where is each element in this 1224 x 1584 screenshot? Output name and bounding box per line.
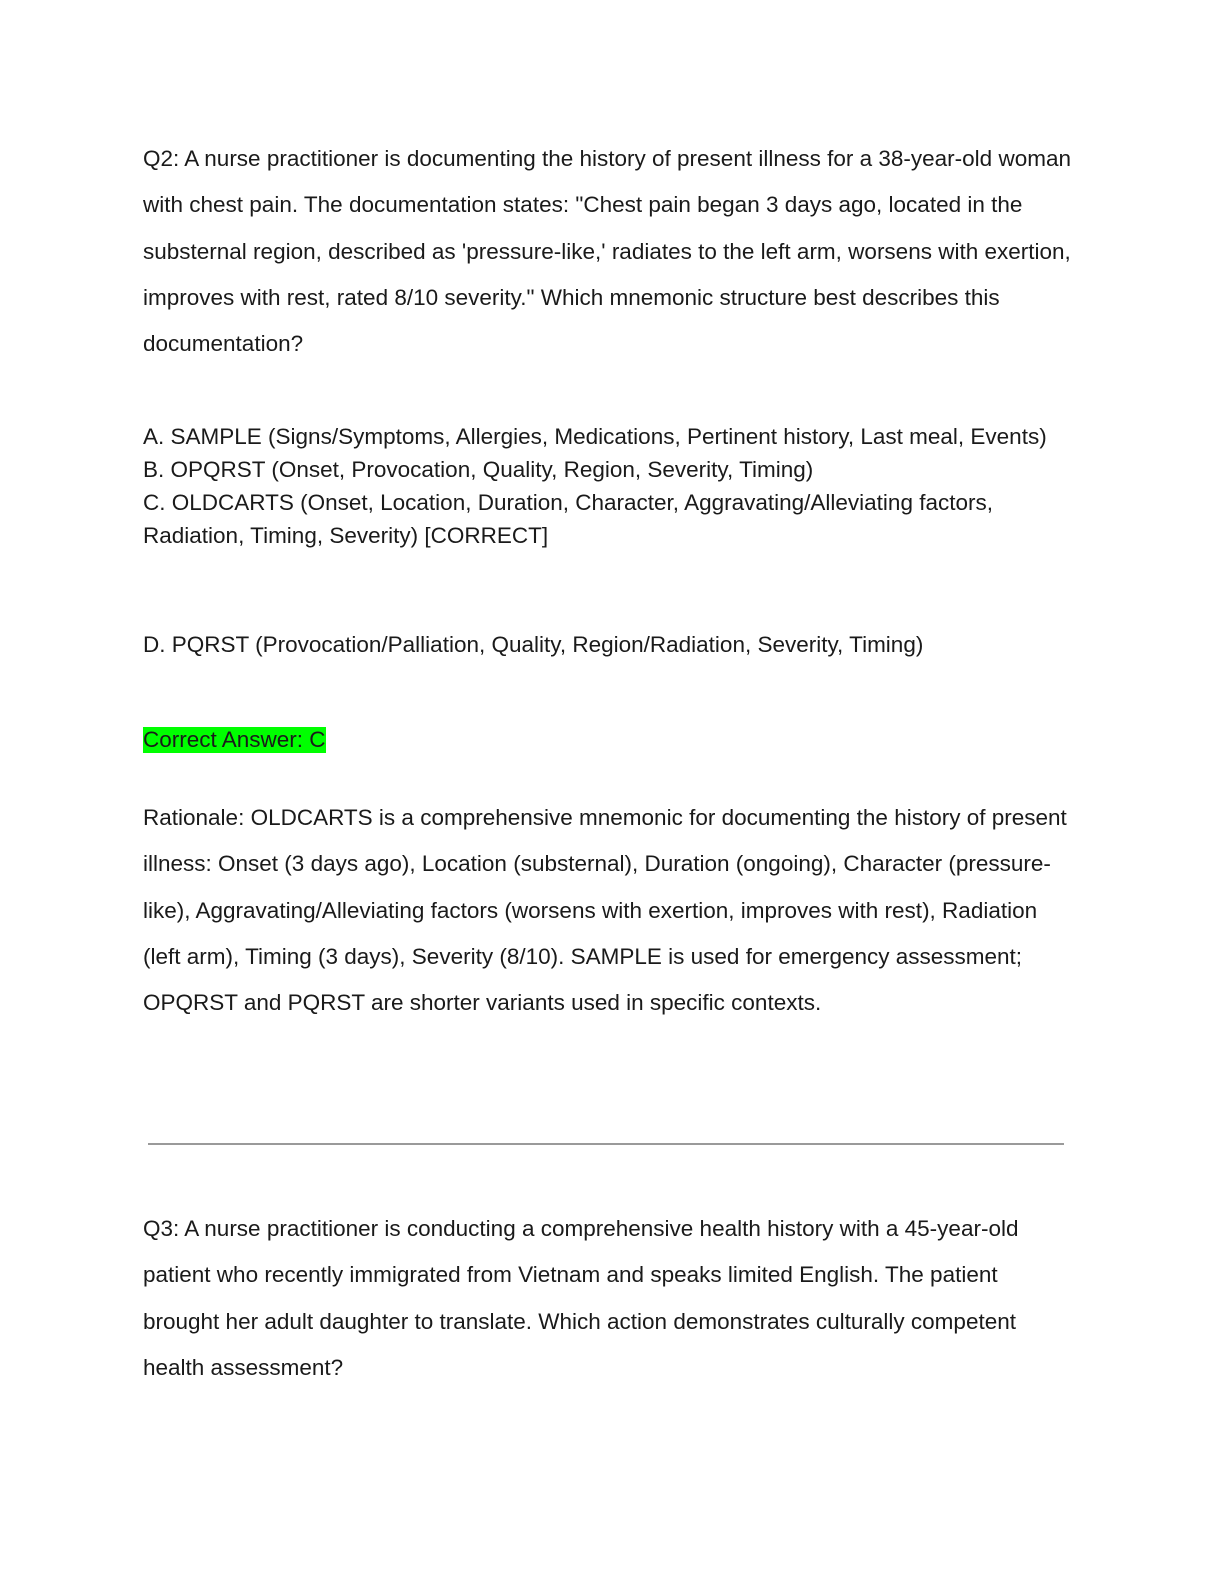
question-3-stem: Q3: A nurse practitioner is conducting a comprehensive health history with a 45-year-old patient who recently immigrated from Vietnam and speaks limited English. The patient brought her adult daughter to translate. Which action demonstrates culturally competent health assessment?: [143, 1216, 1019, 1380]
question-2-stem: Q2: A nurse practitioner is documenting the history of present illness for a 38-year-old woman with chest pain. The documentation states: "Chest pain began 3 days ago, located in the substernal region, described as 'pressure-like,' radiates to the left arm, worsens with exertion, improves with rest, rated 8/10 severity." Which mnemonic structure best describes this documentation?: [143, 146, 1071, 357]
option-c: C. OLDCARTS (Onset, Location, Duration, Character, Aggravating/Alleviating factors, Radiation, Timing, Severity) [CORRECT]: [143, 490, 993, 548]
option-d: D. PQRST (Provocation/Palliation, Quality, Region/Radiation, Severity, Timing): [143, 632, 924, 657]
correct-answer-line: [143, 723, 1078, 756]
correct-answer-highlight: Correct Answer: C: [143, 727, 326, 752]
question-2-options: [143, 420, 1078, 552]
option-b: B. OPQRST (Onset, Provocation, Quality, Region, Severity, Timing): [143, 457, 814, 482]
question-2-rationale: Rationale: OLDCARTS is a comprehensive mnemonic for documenting the history of present illness: Onset (3 days ago), Location (substernal), Duration (ongoing), Character (pressure-like), Aggravating/Alleviating factors (worsens with exertion, improves with rest), Radiation (left arm), Timing (3 days), Severity (8/10). SAMPLE is used for emergency assessment; OPQRST and PQRST are shorter variants used in specific contexts.: [143, 805, 1067, 1016]
horizontal-divider: [148, 1143, 1064, 1145]
option-a: A. SAMPLE (Signs/Symptoms, Allergies, Medications, Pertinent history, Last meal, Events): [143, 424, 1047, 449]
